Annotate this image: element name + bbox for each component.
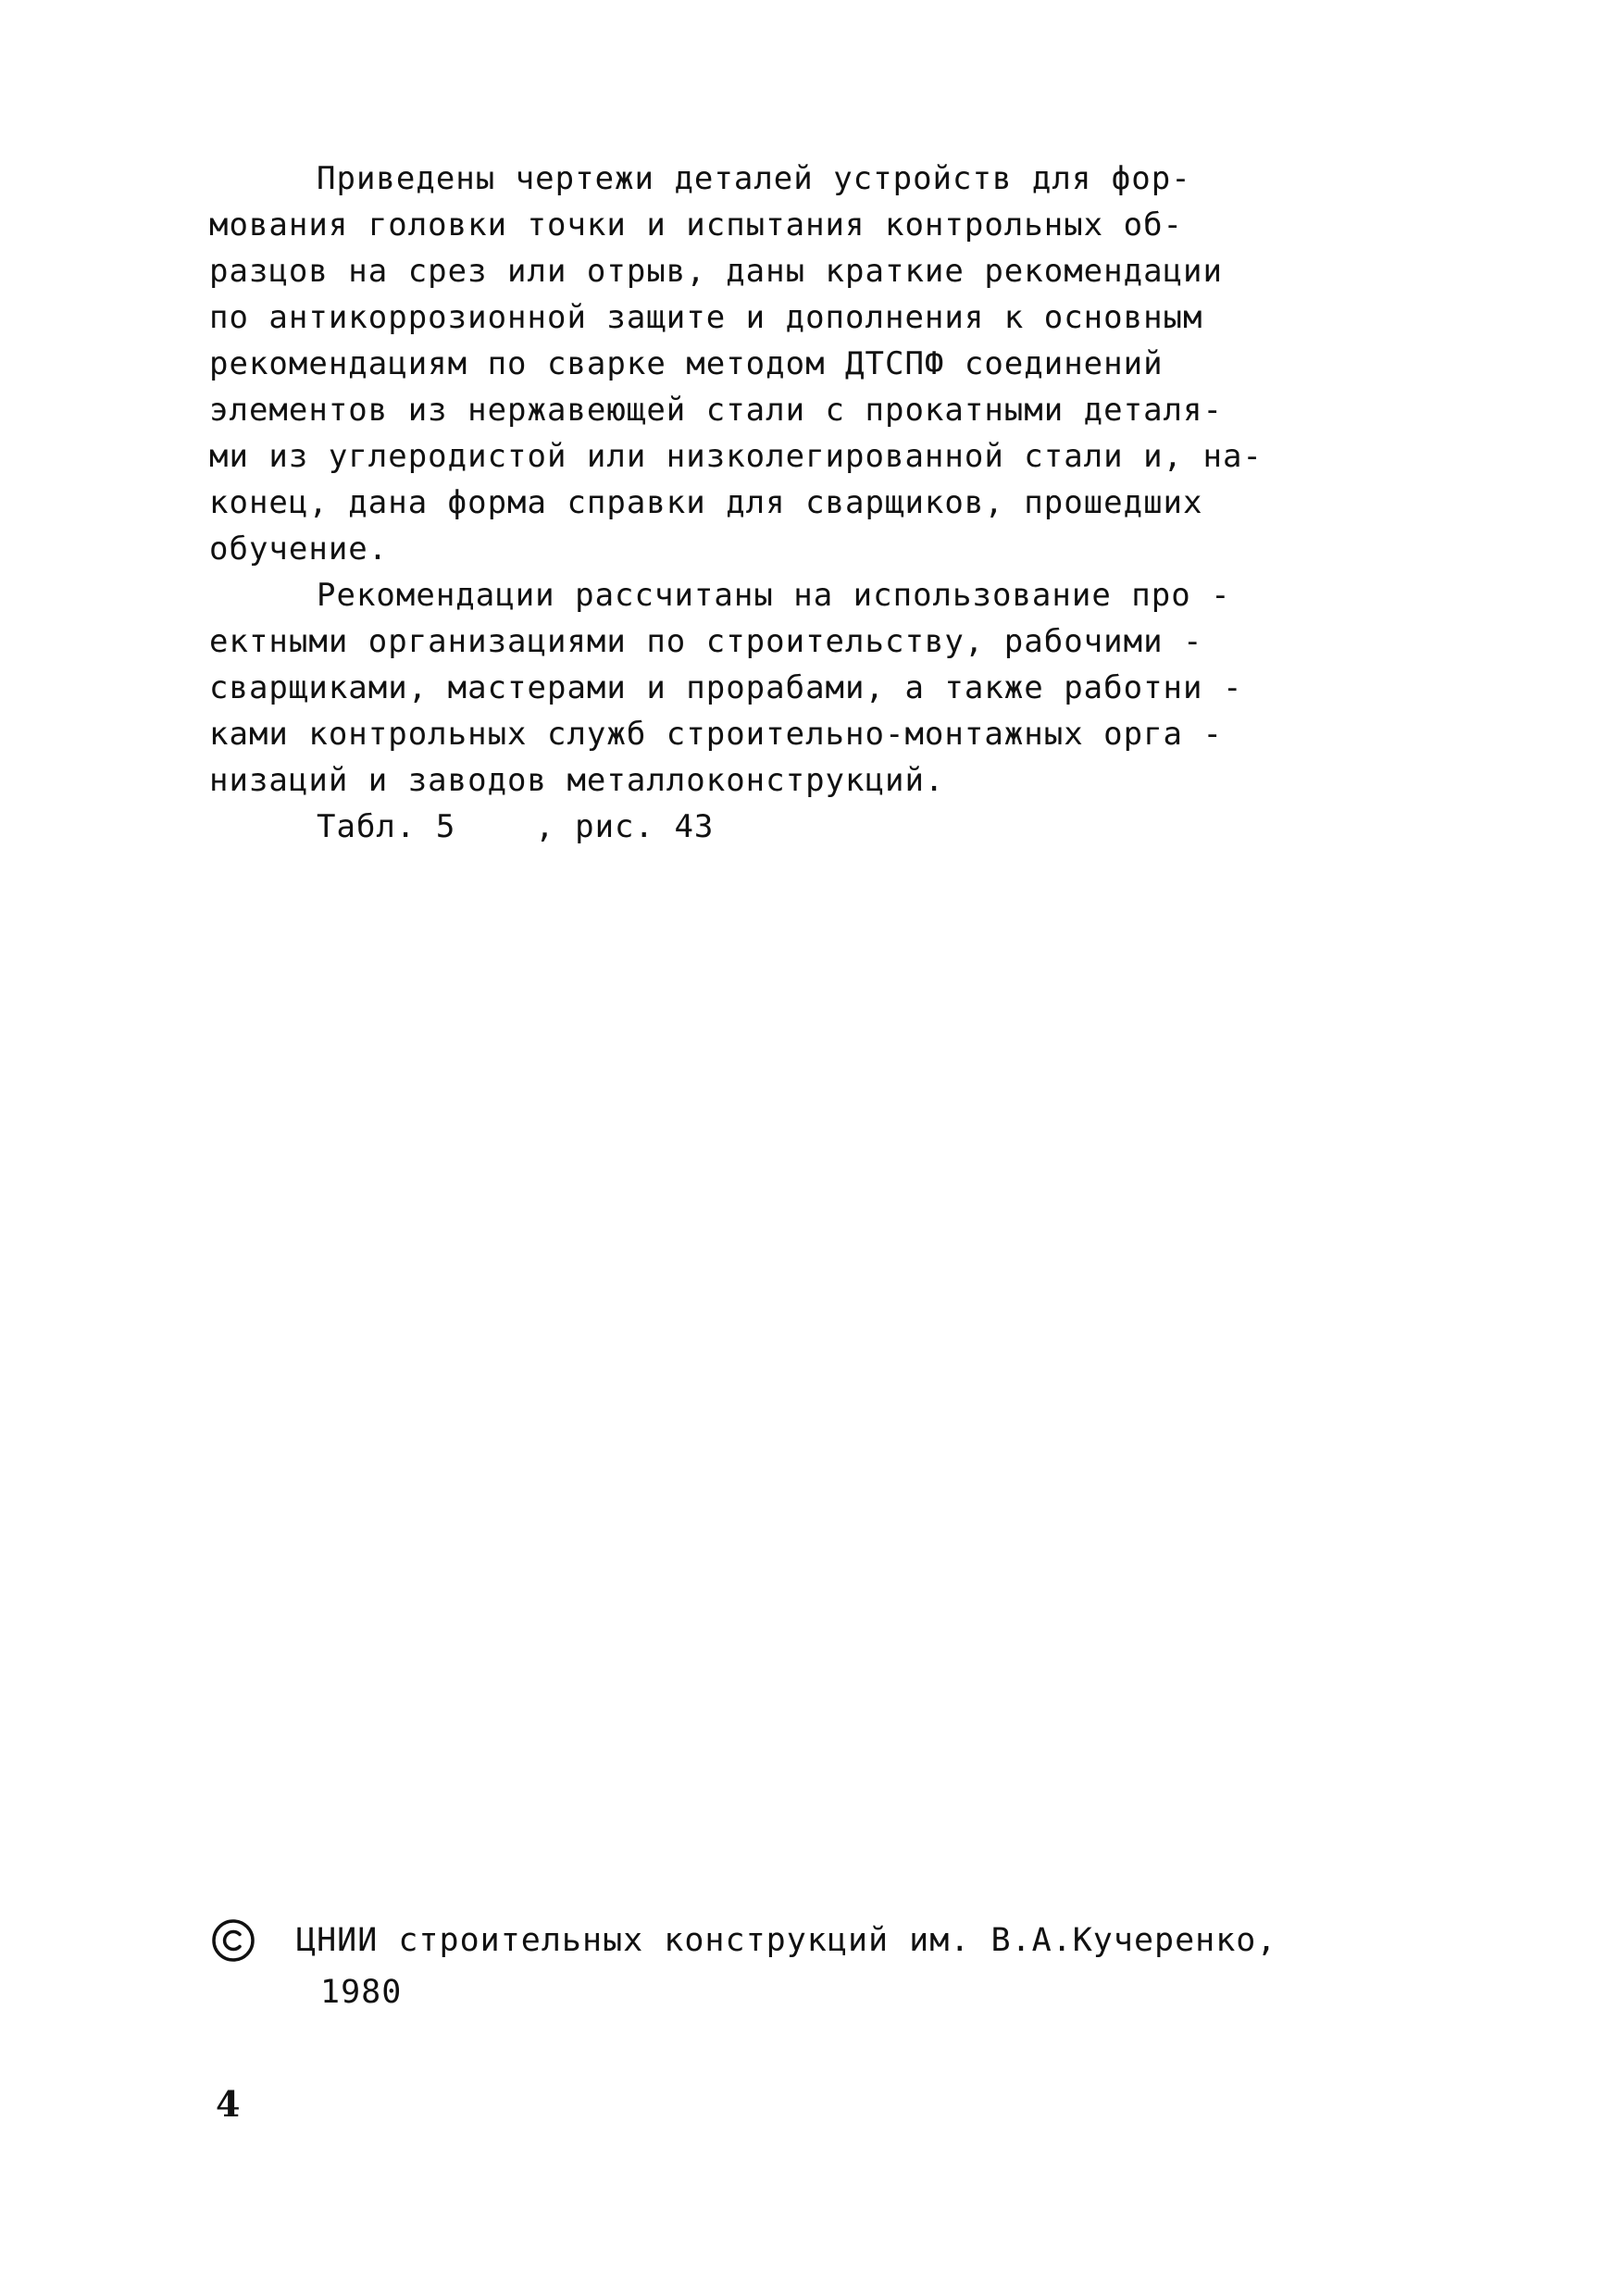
line-text: конец, дана форма справки для сварщиков, прошедших — [209, 484, 1203, 521]
text-line — [209, 526, 1413, 572]
line-text: Рекомендации рассчитаны на использование про - — [317, 577, 1231, 614]
text-line — [209, 665, 1413, 711]
text-line — [209, 341, 1413, 387]
text-line — [209, 294, 1413, 341]
line-text: разцов на срез или отрыв, даны краткие рекомендации — [209, 253, 1223, 290]
abstract-text — [209, 156, 1413, 850]
line-text: ми из углеродистой или низколегированной стали и, на- — [209, 438, 1263, 475]
line-text: ками контрольных служб строительно-монтажных орга - — [209, 716, 1223, 753]
copyright-notice — [211, 1915, 1433, 2018]
line-text: низаций и заводов металлоконструкций. — [209, 762, 945, 799]
line-text: мования головки точки и испытания контрольных об- — [209, 206, 1184, 243]
paragraph-2 — [209, 572, 1413, 804]
line-text: сварщиками, мастерами и прорабами, а также работни - — [209, 669, 1243, 706]
line-text: по антикоррозионной защите и дополнения к основным — [209, 299, 1203, 336]
line-text: ектными организациями по строительству, рабочими - — [209, 623, 1203, 660]
tables-figures-count: Табл. 5 , рис. 43 — [317, 808, 715, 845]
page-number: 4 — [216, 2083, 241, 2125]
text-line — [209, 757, 1413, 804]
paragraph-1 — [209, 156, 1413, 572]
copyright-icon — [211, 1918, 255, 1963]
text-line — [209, 156, 1413, 202]
line-text: элементов из нержавеющей стали с прокатными деталя- — [209, 392, 1223, 429]
text-line — [209, 711, 1413, 757]
copyright-holder-row — [211, 1915, 1433, 1966]
copyright-year: 1980 — [320, 1974, 403, 2011]
text-line — [209, 387, 1413, 433]
text-line — [209, 572, 1413, 618]
text-line — [209, 433, 1413, 480]
text-line — [209, 618, 1413, 665]
line-text: Приведены чертежи деталей устройств для фор- — [317, 160, 1191, 197]
text-line — [209, 480, 1413, 526]
copyright-year-row — [211, 1966, 1433, 2018]
copyright-holder: ЦНИИ строительных конструкций им. В.А.Кучеренко, — [296, 1922, 1277, 1959]
line-text: рекомендациям по сварке методом ДТСПФ соединений — [209, 345, 1164, 382]
text-line — [209, 202, 1413, 248]
text-line — [209, 248, 1413, 294]
line-text: обучение. — [209, 530, 389, 568]
